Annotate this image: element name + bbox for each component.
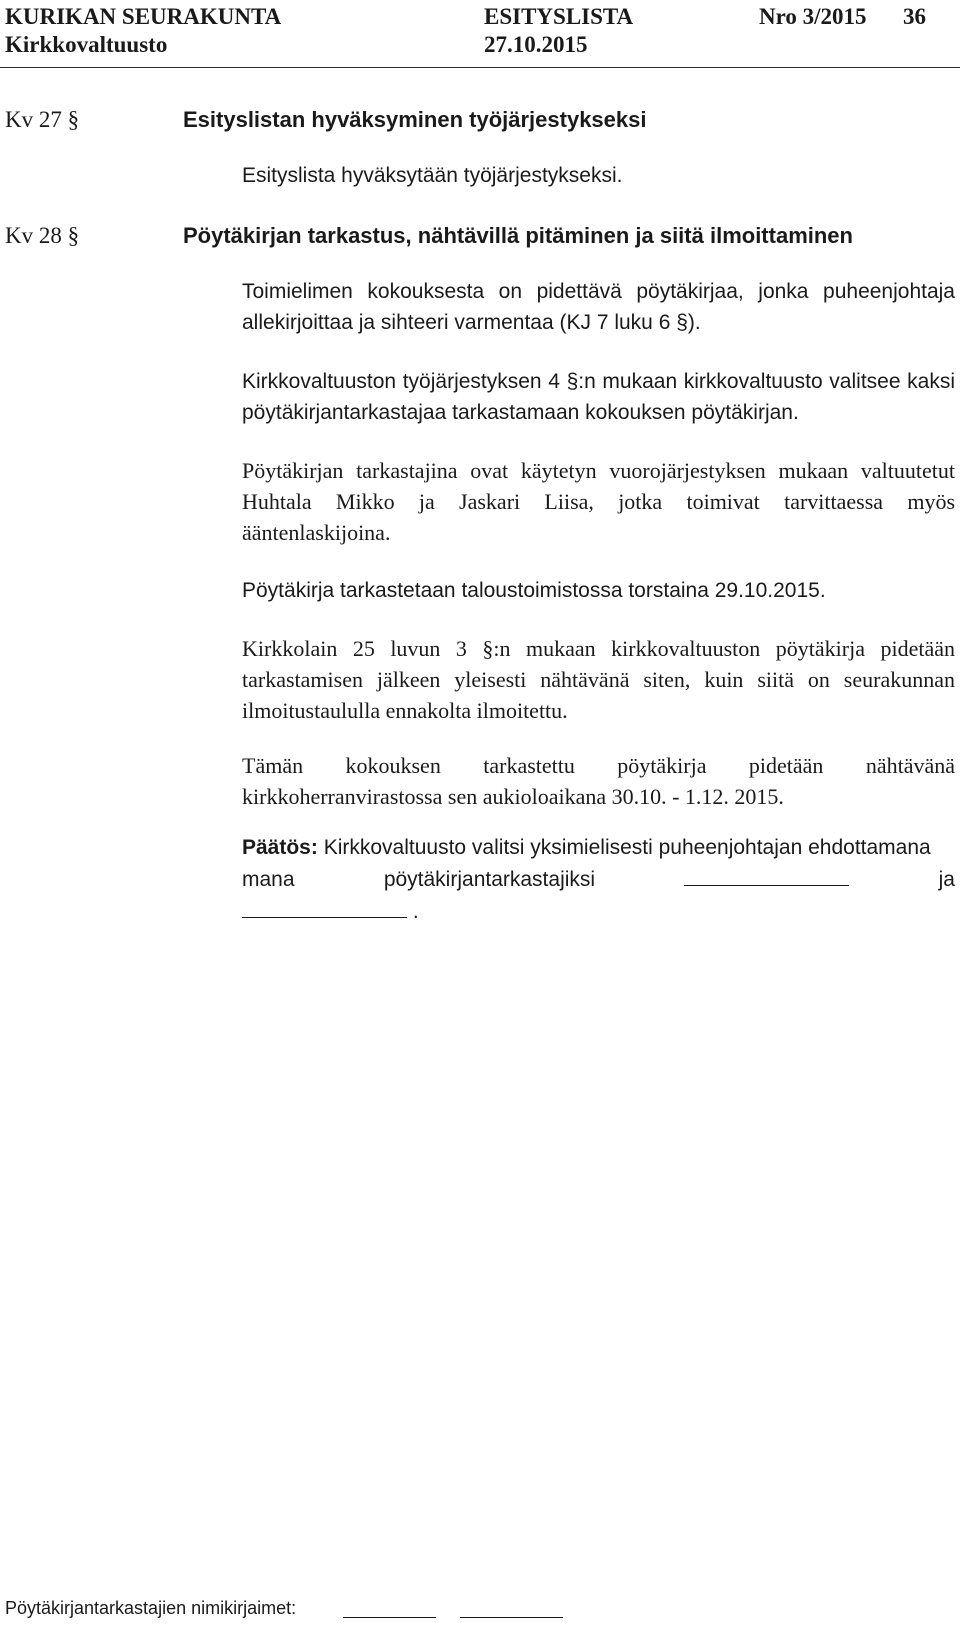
header-organization: KURIKAN SEURAKUNTA <box>5 4 282 29</box>
header-date: 27.10.2015 <box>484 32 588 57</box>
section-number-kv27: Kv 27 § <box>5 107 80 132</box>
kv28-paragraph-review-date: Pöytäkirja tarkastetaan taloustoimistossa torstaina 29.10.2015. <box>242 579 826 602</box>
kv28-paragraph-minutes-requirement: Toimielimen kokouksesta on pidettävä pöytäkirjaa, jonka puheenjohtaja allekirjoittaa ja sihteeri varmentaa (KJ 7 luku 6 §). <box>242 280 955 334</box>
kv27-paragraph-1: Esityslista hyväksytään työjärjestykseksi. <box>242 164 623 187</box>
footer-initials-line-1 <box>343 1617 436 1618</box>
header-page-number: 36 <box>903 4 926 29</box>
kv28-decision <box>242 832 955 927</box>
header-governing-body: Kirkkovaltuusto <box>5 32 168 57</box>
decision-second-blank-row <box>242 895 955 927</box>
decision-word-and: ja <box>938 868 955 891</box>
section-title-kv27: Esityslistan hyväksyminen työjärjestykseksi <box>183 107 647 132</box>
decision-end-period: . <box>412 900 419 923</box>
decision-label: Päätös: <box>242 836 318 859</box>
section-number-kv28: Kv 28 § <box>5 223 80 248</box>
kv28-paragraph-reviewer-selection: Kirkkovaltuuston työjärjestyksen 4 §:n mukaan kirkkovaltuusto valitsee kaksi pöytäkirjantarkastajaa tarkastamaan kokouksen pöytäkirjan. <box>242 370 955 424</box>
header-divider <box>0 67 960 68</box>
reviewer-2-blank <box>242 895 407 918</box>
header-document-number: Nro 3/2015 <box>759 4 867 29</box>
kv28-paragraph-public-display: Tämän kokouksen tarkastettu pöytäkirja pidetään nähtävänä kirkkoherranvirastossa sen aukioloaikana 30.10. - 1.12. 2015. <box>242 753 955 809</box>
decision-reviewers-row <box>242 863 955 895</box>
footer-reviewer-initials-label: Pöytäkirjantarkastajien nimikirjaimet: <box>5 1598 297 1618</box>
decision-word-reviewers: pöytäkirjantarkastajiksi <box>383 868 596 891</box>
decision-text: Kirkkovaltuusto valitsi yksimielisesti puheenjohtajan ehdottamana <box>323 836 931 859</box>
kv28-paragraph-church-law: Kirkkolain 25 luvun 3 §:n mukaan kirkkovaltuuston pöytäkirja pidetään tarkastamisen jälkeen yleisesti nähtävänä siten, kuin siitä on seurakunnan ilmoitustaululla ennakolta ilmoitettu. <box>242 636 955 723</box>
footer-initials-line-2 <box>460 1617 563 1618</box>
decision-word-mana: mana <box>242 868 295 891</box>
kv28-paragraph-reviewers: Pöytäkirjan tarkastajina ovat käytetyn vuorojärjestyksen mukaan valtuutetut Huhtala Mikko ja Jaskari Liisa, jotka toimivat tarvittaessa myös ääntenlaskijoina. <box>242 458 955 545</box>
reviewer-1-blank <box>684 863 849 886</box>
section-title-kv28: Pöytäkirjan tarkastus, nähtävillä pitäminen ja siitä ilmoittaminen <box>183 223 853 248</box>
header-document-type: ESITYSLISTA <box>484 4 634 29</box>
